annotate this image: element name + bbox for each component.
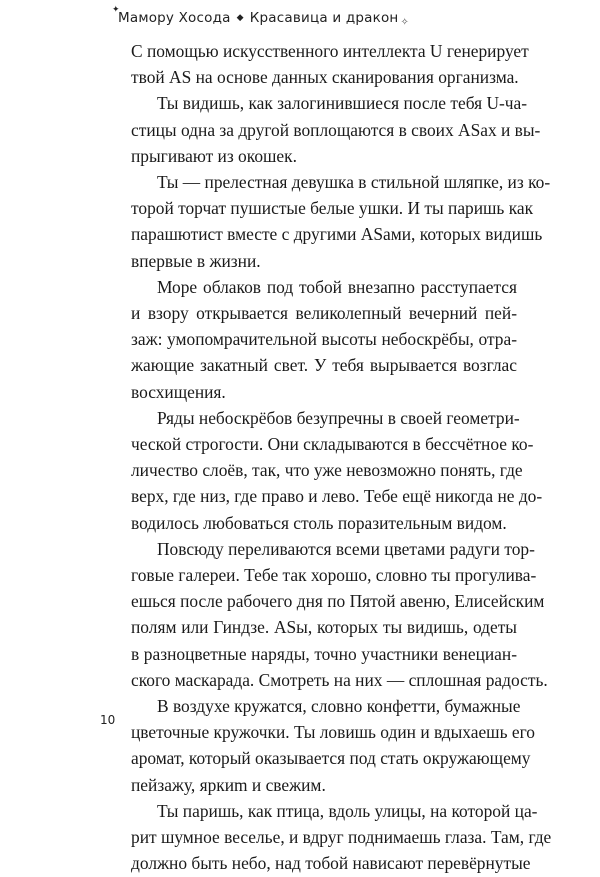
text-line: Ряды небоскрёбов безупречны в своей геометри- bbox=[157, 407, 520, 428]
text-line: прыгивают из окошек. bbox=[131, 145, 297, 166]
paragraph bbox=[131, 798, 552, 877]
text-line: жающие закатный свет. У тебя вырывается возглас bbox=[131, 355, 517, 376]
paragraph bbox=[131, 536, 548, 693]
page-number: 10 bbox=[100, 713, 116, 727]
text-line: С помощью искусственного интеллекта U генерирует bbox=[131, 41, 529, 61]
text-line: и взору открывается великолепный вечерний пей- bbox=[131, 303, 517, 324]
text-line: цветочные кружочки. Ты ловишь один и вдыхаешь его bbox=[131, 722, 535, 743]
text-line: аромат, который оказывается под стать окружающему bbox=[131, 748, 531, 769]
text-line: В воздухе кружатся, словно конфетти, бумажные bbox=[157, 696, 521, 717]
text-line: заж: умопомрачительной высоты небоскрёбы, отра- bbox=[131, 329, 517, 350]
text-line: личество слоёв, так, что уже невозможно понять, где bbox=[131, 460, 523, 481]
text-line: торой торчат пушистые белые ушки. И ты паришь как bbox=[131, 198, 534, 219]
star-ornament-icon: ✦ bbox=[112, 5, 120, 15]
text-line: Ты паришь, как птица, вдоль улицы, на которой ца- bbox=[157, 800, 538, 821]
text-line: пейзажу, яркиm и свежим. bbox=[131, 774, 326, 795]
text-line: ского маскарада. Смотреть на них — сплошная радость. bbox=[131, 669, 548, 690]
text-line: Ты видишь, как залогинившиеся после тебя U-ча- bbox=[157, 93, 528, 114]
text-line: водилось любоваться столь поразительным видом. bbox=[131, 512, 507, 533]
running-header bbox=[112, 5, 410, 30]
text-line: стицы одна за другой воплощаются в своих ASах и вы- bbox=[131, 119, 541, 140]
text-line: верх, где низ, где право и лево. Тебе ещё никогда не до- bbox=[131, 486, 543, 507]
header-author: Мамору Хосода bbox=[118, 10, 231, 26]
text-line: Повсюду переливаются всеми цветами радуги тор- bbox=[157, 538, 535, 559]
header-book-title: Красавица и дракон bbox=[249, 10, 399, 26]
text-line: Море облаков под тобой внезапно расступается bbox=[157, 276, 517, 297]
text-line: восхищения. bbox=[131, 381, 226, 402]
text-line: рит шумное веселье, и вдруг поднимаешь глаза. Там, где bbox=[131, 827, 552, 848]
text-line: впервые в жизни. bbox=[131, 250, 261, 271]
text-line: ческой строгости. Они складываются в бессчётное ко- bbox=[131, 434, 534, 455]
text-line: твой AS на основе данных сканирования организма. bbox=[131, 67, 519, 88]
text-line: полям или Гиндзе. ASы, которых ты видишь, одеты bbox=[131, 617, 517, 638]
text-line: должно быть небо, над тобой нависают перевёрнутые bbox=[131, 853, 531, 874]
text-line: парашютист вместе с другими ASами, которых видишь bbox=[131, 224, 543, 245]
text-line: говые галереи. Тебе так хорошо, словно ты прогулива- bbox=[131, 565, 537, 586]
paragraph bbox=[131, 169, 551, 274]
paragraph bbox=[131, 693, 535, 798]
paragraph bbox=[131, 405, 543, 536]
text-line: в разноцветные наряды, точно участники венециан- bbox=[131, 643, 517, 664]
text-line: Ты — прелестная девушка в стильной шляпке, из ко- bbox=[157, 172, 551, 193]
paragraph bbox=[131, 274, 517, 405]
text-line: ешься после рабочего дня по Пятой авеню, Елисейским bbox=[131, 591, 545, 612]
paragraph bbox=[131, 90, 541, 169]
diamond-separator-icon: ◆ bbox=[236, 13, 244, 23]
body-text bbox=[131, 38, 552, 877]
sparkle-ornament-icon: ✧ bbox=[400, 16, 410, 28]
paragraph bbox=[131, 38, 529, 90]
